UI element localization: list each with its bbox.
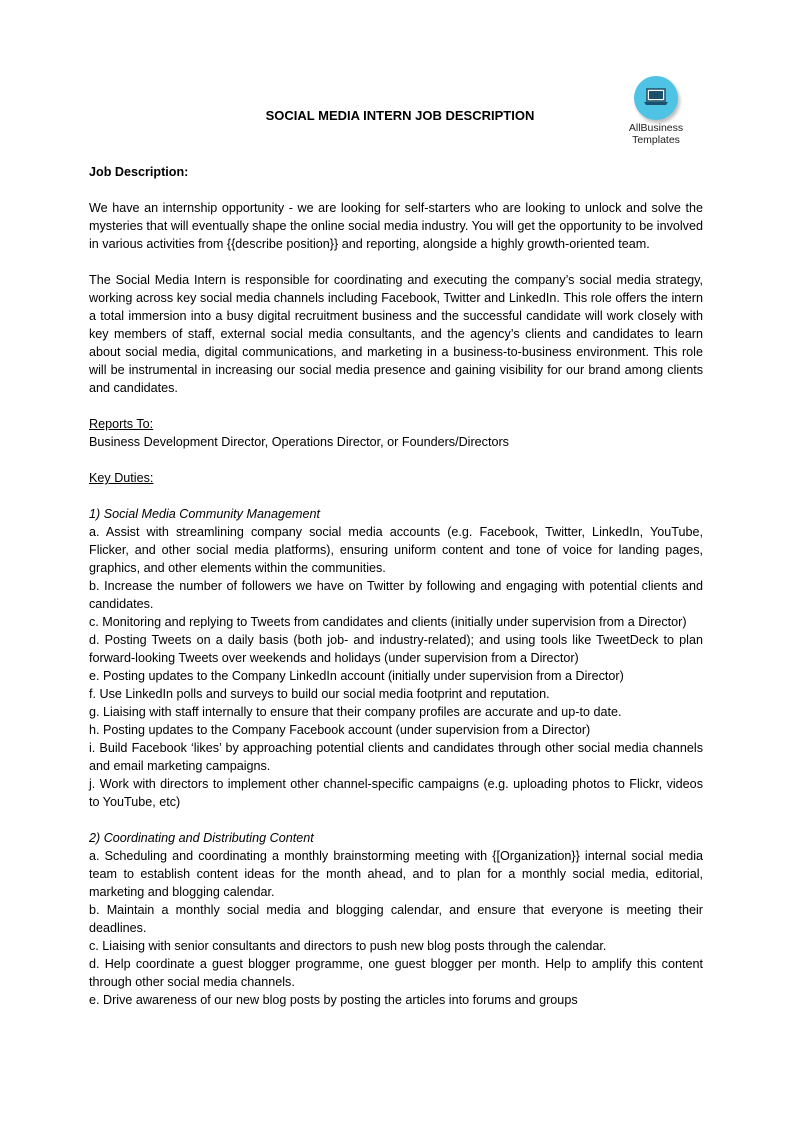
duty-item: h. Posting updates to the Company Facebook account (under supervision from a Director) (89, 723, 591, 737)
duty-item: f. Use LinkedIn polls and surveys to build our social media footprint and reputation. (89, 687, 550, 701)
reports-to-heading: Reports To: (89, 417, 154, 431)
duty-item: i. Build Facebook ‘likes’ by approaching potential clients and candidates through other social media channels and email marketing campaigns. (89, 741, 703, 773)
duty-item: g. Liaising with staff internally to ensure that their company profiles are accurate and up-to date. (89, 705, 622, 719)
duty-item: j. Work with directors to implement other channel-specific campaigns (e.g. uploading photos to Flickr, videos to YouTube, etc) (89, 777, 703, 809)
reports-to-text: Business Development Director, Operations Director, or Founders/Directors (89, 435, 509, 449)
document-title: SOCIAL MEDIA INTERN JOB DESCRIPTION (265, 108, 535, 123)
job-description-paragraph-1: We have an internship opportunity - we are looking for self-starters who are looking to unlock and solve the mysteries that will eventually shape the online social media industry. You will get the opportunity to be involved in various activities from {{describe position}} and reporting, alongside a highly growth-oriented team. (89, 201, 703, 251)
document-body (89, 163, 703, 1009)
duty-item: a. Scheduling and coordinating a monthly brainstorming meeting with {[Organization}} internal social media team to establish content ideas for the month ahead, and to plan for a monthly social media, editorial, marketing and blogging calendar. (89, 849, 703, 899)
duty-item: e. Drive awareness of our new blog posts by posting the articles into forums and groups (89, 993, 578, 1007)
duty-item: d. Help coordinate a guest blogger programme, one guest blogger per month. Help to amplify this content through other social media channels. (89, 957, 703, 989)
duty-item: c. Monitoring and replying to Tweets from candidates and clients (initially under supervision from a Director) (89, 615, 687, 629)
duty-item: b. Increase the number of followers we have on Twitter by following and engaging with potential clients and candidates. (89, 579, 703, 611)
key-duties-heading: Key Duties: (89, 471, 154, 485)
duty-item: d. Posting Tweets on a daily basis (both job- and industry-related); and using tools like TweetDeck to plan forward-looking Tweets over weekends and holidays (under supervision from a Director) (89, 633, 703, 665)
duty-item: a. Assist with streamlining company social media accounts (e.g. Facebook, Twitter, LinkedIn, YouTube, Flicker, and other social media platforms), ensuring uniform content and tone of voice for landing pages, graphics, and other elements within the communities. (89, 525, 703, 575)
duty-item: b. Maintain a monthly social media and blogging calendar, and ensure that everyone is meeting their deadlines. (89, 903, 703, 935)
job-description-heading: Job Description: (89, 165, 189, 179)
logo-text: AllBusiness Templates (628, 122, 684, 146)
duty-item: c. Liaising with senior consultants and directors to push new blog posts through the calendar. (89, 939, 607, 953)
duty-item: e. Posting updates to the Company LinkedIn account (initially under supervision from a Director) (89, 669, 624, 683)
job-description-paragraph-2: The Social Media Intern is responsible for coordinating and executing the company’s social media strategy, working across key social media channels including Facebook, Twitter and LinkedIn. This role offers the intern a total immersion into a busy digital recruitment business and the successful candidate will work closely with key members of staff, external social media consultants, and the agency’s clients and candidates to learn about social media, digital communications, and marketing in a business-to-business environment. This role will be instrumental in increasing our social media presence and gaining visibility for our brand among clients and candidates. (89, 273, 703, 395)
section-2-title: 2) Coordinating and Distributing Content (89, 831, 314, 845)
section-1-title: 1) Social Media Community Management (89, 507, 320, 521)
